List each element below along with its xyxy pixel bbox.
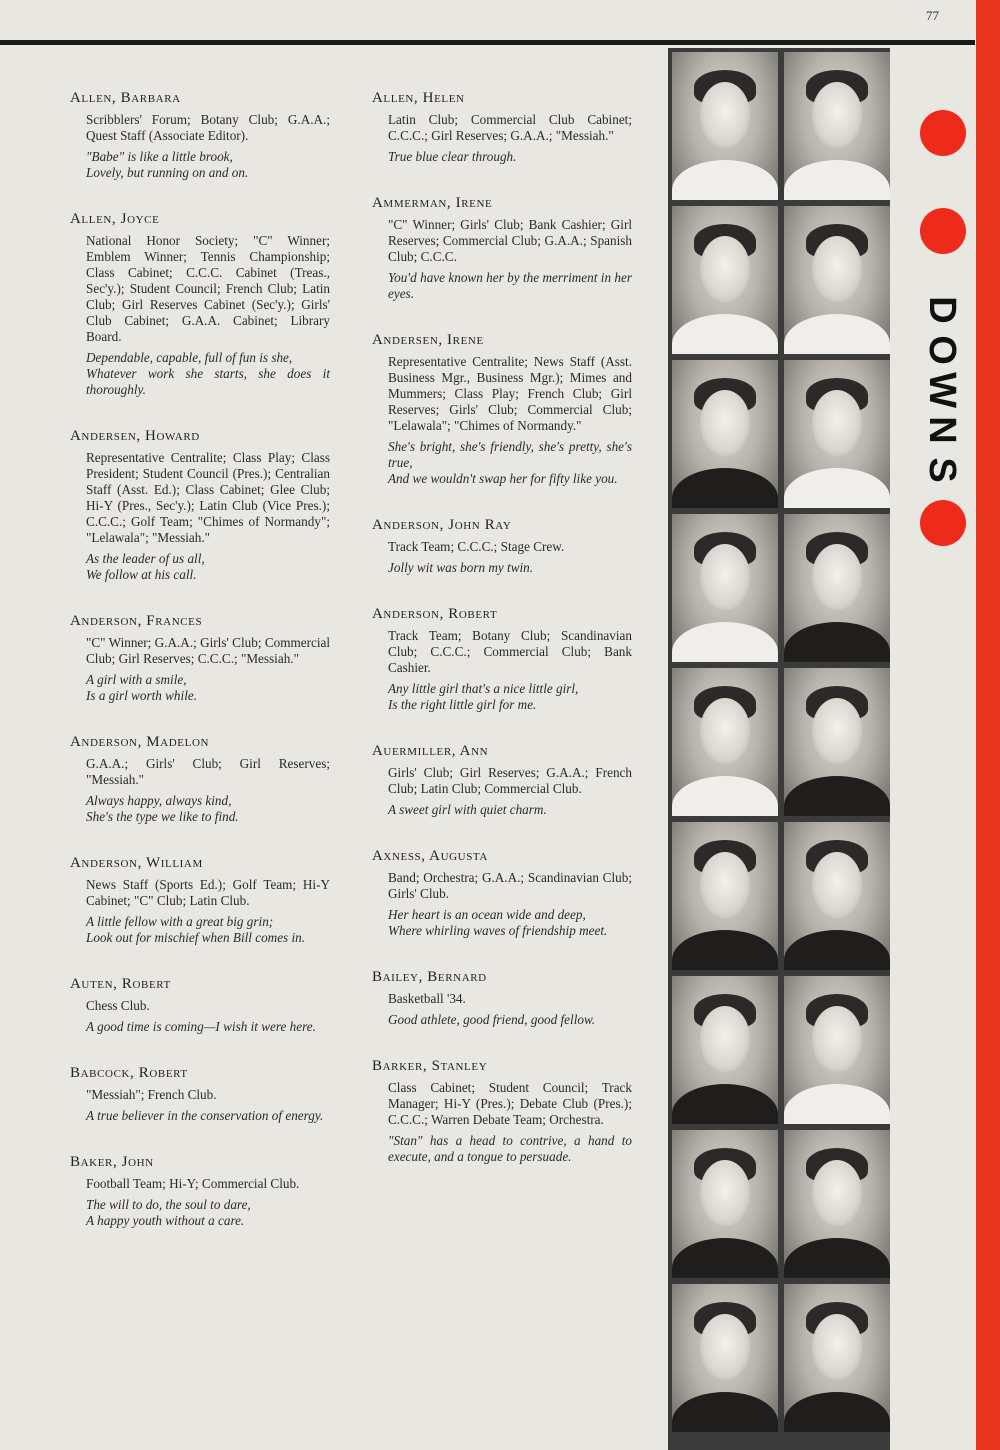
portrait-shoulders bbox=[784, 160, 890, 200]
portrait-shoulders bbox=[672, 776, 778, 816]
student-verse bbox=[86, 914, 330, 946]
student-name: Andersen, Howard bbox=[70, 428, 200, 444]
top-rule bbox=[0, 40, 975, 45]
student-name: Anderson, Madelon bbox=[70, 734, 210, 750]
portrait-shoulders bbox=[672, 468, 778, 508]
verse-line: Where whirling waves of friendship meet. bbox=[388, 923, 608, 938]
verse-line: A happy youth without a care. bbox=[86, 1213, 245, 1228]
section-title-letter: O bbox=[921, 335, 963, 365]
student-name: Anderson, Frances bbox=[70, 613, 203, 629]
portrait-face bbox=[700, 852, 750, 918]
student-verse bbox=[388, 270, 632, 302]
portrait-face bbox=[812, 1314, 862, 1380]
red-band bbox=[976, 0, 1000, 1450]
student-activities: "C" Winner; Girls' Club; Bank Cashier; Girl Reserves; Commercial Club; G.A.A.; Spanish Club; C.C.C. bbox=[388, 217, 632, 264]
red-dot-1 bbox=[920, 110, 966, 156]
student-activities: News Staff (Sports Ed.); Golf Team; Hi-Y Cabinet; "C" Club; Latin Club. bbox=[86, 877, 330, 908]
verse-line: Any little girl that's a nice little girl, bbox=[388, 681, 579, 696]
student-portrait bbox=[784, 1284, 890, 1432]
portrait-face bbox=[812, 236, 862, 302]
senior-entry bbox=[70, 976, 330, 1035]
portrait-face bbox=[700, 544, 750, 610]
verse-line: We follow at his call. bbox=[86, 567, 197, 582]
senior-entry bbox=[70, 211, 330, 398]
student-activities: Scribblers' Forum; Botany Club; G.A.A.; Quest Staff (Associate Editor). bbox=[86, 112, 330, 143]
portrait-face bbox=[700, 1160, 750, 1226]
portrait-shoulders bbox=[672, 622, 778, 662]
student-activities: Latin Club; Commercial Club Cabinet; C.C.C.; Girl Reserves; G.A.A.; "Messiah." bbox=[388, 112, 632, 143]
student-portrait bbox=[784, 1130, 890, 1278]
student-portrait bbox=[784, 822, 890, 970]
verse-line: Is the right little girl for me. bbox=[388, 697, 537, 712]
student-name: Anderson, William bbox=[70, 855, 203, 871]
student-portrait bbox=[784, 52, 890, 200]
portrait-shoulders bbox=[784, 622, 890, 662]
student-portrait bbox=[672, 514, 778, 662]
student-name: Allen, Joyce bbox=[70, 211, 160, 227]
verse-line: A little fellow with a great big grin; bbox=[86, 914, 274, 929]
portrait-face bbox=[812, 82, 862, 148]
portrait-shoulders bbox=[672, 160, 778, 200]
student-verse bbox=[388, 149, 632, 165]
student-activities: Chess Club. bbox=[86, 998, 150, 1013]
verse-line: And we wouldn't swap her for fifty like you. bbox=[388, 471, 618, 486]
student-name: Auermiller, Ann bbox=[372, 743, 489, 759]
senior-entry bbox=[372, 195, 632, 302]
student-portrait bbox=[672, 822, 778, 970]
senior-entry bbox=[372, 743, 632, 818]
student-verse bbox=[86, 1108, 330, 1124]
right-column bbox=[372, 90, 632, 1165]
senior-entry bbox=[372, 969, 632, 1028]
student-name: Bailey, Bernard bbox=[372, 969, 487, 985]
verse-line: You'd have known her by the merriment in her eyes. bbox=[388, 270, 632, 301]
verse-line: A true believer in the conservation of energy. bbox=[86, 1108, 324, 1123]
portrait-shoulders bbox=[784, 1238, 890, 1278]
student-portrait bbox=[784, 976, 890, 1124]
senior-entry bbox=[70, 428, 330, 583]
student-activities: National Honor Society; "C" Winner; Emblem Winner; Tennis Championship; Class Cabinet; C.C.C. Cabinet (Treas., Sec'y.); Student Council; French Club; Latin Club; Girl Reserves Cabinet (Sec'y.); Girls' Club Cabinet; G.A.A. Cabinet; Library Board. bbox=[86, 233, 330, 344]
portrait-face bbox=[700, 236, 750, 302]
portrait-strip bbox=[668, 48, 890, 1450]
student-portrait bbox=[672, 668, 778, 816]
student-verse bbox=[388, 1133, 632, 1165]
student-verse bbox=[86, 793, 330, 825]
portrait-shoulders bbox=[672, 930, 778, 970]
senior-entry bbox=[70, 1065, 330, 1124]
student-portrait bbox=[672, 976, 778, 1124]
page-number: 77 bbox=[926, 8, 939, 23]
senior-entry bbox=[70, 90, 330, 181]
portrait-shoulders bbox=[784, 468, 890, 508]
verse-line: True blue clear through. bbox=[388, 149, 517, 164]
portrait-face bbox=[700, 390, 750, 456]
portrait-face bbox=[700, 1006, 750, 1072]
student-activities: Track Team; C.C.C.; Stage Crew. bbox=[388, 539, 565, 554]
portrait-face bbox=[812, 390, 862, 456]
student-portrait bbox=[672, 52, 778, 200]
student-portrait bbox=[672, 360, 778, 508]
portrait-shoulders bbox=[672, 1084, 778, 1124]
section-title-letter: S bbox=[921, 457, 963, 483]
portrait-face bbox=[700, 1314, 750, 1380]
student-name: Allen, Helen bbox=[372, 90, 465, 106]
portrait-face bbox=[812, 544, 862, 610]
student-name: Anderson, John Ray bbox=[372, 517, 512, 533]
portrait-face bbox=[812, 1160, 862, 1226]
senior-entry bbox=[372, 90, 632, 165]
student-verse bbox=[86, 1197, 330, 1229]
student-verse bbox=[388, 907, 632, 939]
student-name: Anderson, Robert bbox=[372, 606, 498, 622]
student-name: Barker, Stanley bbox=[372, 1058, 488, 1074]
portrait-face bbox=[700, 698, 750, 764]
verse-line: As the leader of us all, bbox=[86, 551, 205, 566]
portrait-shoulders bbox=[672, 1238, 778, 1278]
student-verse bbox=[86, 149, 330, 181]
portrait-shoulders bbox=[672, 314, 778, 354]
student-verse bbox=[388, 1012, 632, 1028]
verse-line: Lovely, but running on and on. bbox=[86, 165, 249, 180]
section-title-letter: W bbox=[921, 372, 963, 408]
senior-entry bbox=[372, 848, 632, 939]
left-column bbox=[70, 90, 330, 1229]
student-verse bbox=[388, 560, 632, 576]
student-portrait bbox=[784, 514, 890, 662]
verse-line: She's the type we like to find. bbox=[86, 809, 239, 824]
student-name: Ammerman, Irene bbox=[372, 195, 493, 211]
student-portrait bbox=[784, 206, 890, 354]
red-dot-3 bbox=[920, 500, 966, 546]
student-activities: G.A.A.; Girls' Club; Girl Reserves; "Messiah." bbox=[86, 756, 330, 787]
portrait-face bbox=[700, 82, 750, 148]
verse-line: A sweet girl with quiet charm. bbox=[388, 802, 547, 817]
student-activities: Girls' Club; Girl Reserves; G.A.A.; French Club; Latin Club; Commercial Club. bbox=[388, 765, 632, 796]
senior-entry bbox=[70, 734, 330, 825]
student-activities: "Messiah"; French Club. bbox=[86, 1087, 217, 1102]
verse-line: Good athlete, good friend, good fellow. bbox=[388, 1012, 596, 1027]
student-name: Allen, Barbara bbox=[70, 90, 181, 106]
verse-line: Is a girl worth while. bbox=[86, 688, 198, 703]
verse-line: "Babe" is like a little brook, bbox=[86, 149, 233, 164]
student-activities: Representative Centralite; News Staff (Asst. Business Mgr., Business Mgr.); Mimes and Mummers; Class Play; French Club; Girl Reserves; Girls' Club; Commercial Club; "Lelawala"; "Chimes of Normandy." bbox=[388, 354, 632, 433]
portrait-shoulders bbox=[784, 1084, 890, 1124]
verse-line: A girl with a smile, bbox=[86, 672, 187, 687]
portrait-face bbox=[812, 1006, 862, 1072]
student-portrait bbox=[784, 360, 890, 508]
student-verse bbox=[86, 1019, 330, 1035]
portrait-shoulders bbox=[784, 776, 890, 816]
portrait-shoulders bbox=[784, 1392, 890, 1432]
student-activities: Basketball '34. bbox=[388, 991, 466, 1006]
verse-line: Jolly wit was born my twin. bbox=[388, 560, 534, 575]
student-name: Auten, Robert bbox=[70, 976, 171, 992]
student-activities: Track Team; Botany Club; Scandinavian Club; C.C.C.; Commercial Club; Bank Cashier. bbox=[388, 628, 632, 675]
student-name: Baker, John bbox=[70, 1154, 154, 1170]
senior-entry bbox=[70, 855, 330, 946]
student-verse bbox=[86, 672, 330, 704]
portrait-shoulders bbox=[784, 930, 890, 970]
portrait-shoulders bbox=[784, 314, 890, 354]
verse-line: "Stan" has a head to contrive, a hand to execute, and a tongue to persuade. bbox=[388, 1133, 632, 1164]
student-portrait bbox=[672, 206, 778, 354]
senior-entry bbox=[70, 613, 330, 704]
red-dot-2 bbox=[920, 208, 966, 254]
senior-entry bbox=[372, 332, 632, 487]
verse-line: Look out for mischief when Bill comes in. bbox=[86, 930, 306, 945]
student-name: Andersen, Irene bbox=[372, 332, 484, 348]
student-activities: Football Team; Hi-Y; Commercial Club. bbox=[86, 1176, 300, 1191]
student-verse bbox=[388, 681, 632, 713]
verse-line: The will to do, the soul to dare, bbox=[86, 1197, 251, 1212]
verse-line: Whatever work she starts, she does it thoroughly. bbox=[86, 366, 330, 397]
student-activities: Band; Orchestra; G.A.A.; Scandinavian Club; Girls' Club. bbox=[388, 870, 632, 901]
senior-entry bbox=[372, 606, 632, 713]
student-portrait bbox=[784, 668, 890, 816]
student-portrait bbox=[672, 1130, 778, 1278]
senior-entry bbox=[372, 517, 632, 576]
portrait-face bbox=[812, 698, 862, 764]
student-name: Axness, Augusta bbox=[372, 848, 488, 864]
senior-entry bbox=[70, 1154, 330, 1229]
student-verse bbox=[388, 802, 632, 818]
verse-line: She's bright, she's friendly, she's pretty, she's true, bbox=[388, 439, 632, 470]
student-verse bbox=[388, 439, 632, 487]
verse-line: Always happy, always kind, bbox=[86, 793, 232, 808]
verse-line: A good time is coming—I wish it were here. bbox=[86, 1019, 316, 1034]
senior-entry bbox=[372, 1058, 632, 1165]
section-title bbox=[920, 290, 964, 490]
student-portrait bbox=[672, 1284, 778, 1432]
verse-line: Her heart is an ocean wide and deep, bbox=[388, 907, 586, 922]
student-activities: Representative Centralite; Class Play; Class President; Student Council (Pres.); Centralian Staff (Asst. Ed.); Class Cabinet; Glee Club; Hi-Y (Pres., Sec'y.); Latin Club (Vice Pres.); C.C.C.; Golf Team; "Chimes of Normandy"; "Lelawala"; "Messiah." bbox=[86, 450, 330, 545]
portrait-face bbox=[812, 852, 862, 918]
verse-line: Dependable, capable, full of fun is she, bbox=[86, 350, 293, 365]
student-verse bbox=[86, 551, 330, 583]
section-title-letter: N bbox=[921, 416, 963, 444]
student-activities: Class Cabinet; Student Council; Track Manager; Hi-Y (Pres.); Debate Club (Pres.); C.C.C.; Warren Debate Team; Orchestra. bbox=[388, 1080, 632, 1127]
student-name: Babcock, Robert bbox=[70, 1065, 188, 1081]
student-activities: "C" Winner; G.A.A.; Girls' Club; Commercial Club; Girl Reserves; C.C.C.; "Messiah." bbox=[86, 635, 330, 666]
portrait-shoulders bbox=[672, 1392, 778, 1432]
student-verse bbox=[86, 350, 330, 398]
section-title-letter: D bbox=[921, 296, 963, 324]
